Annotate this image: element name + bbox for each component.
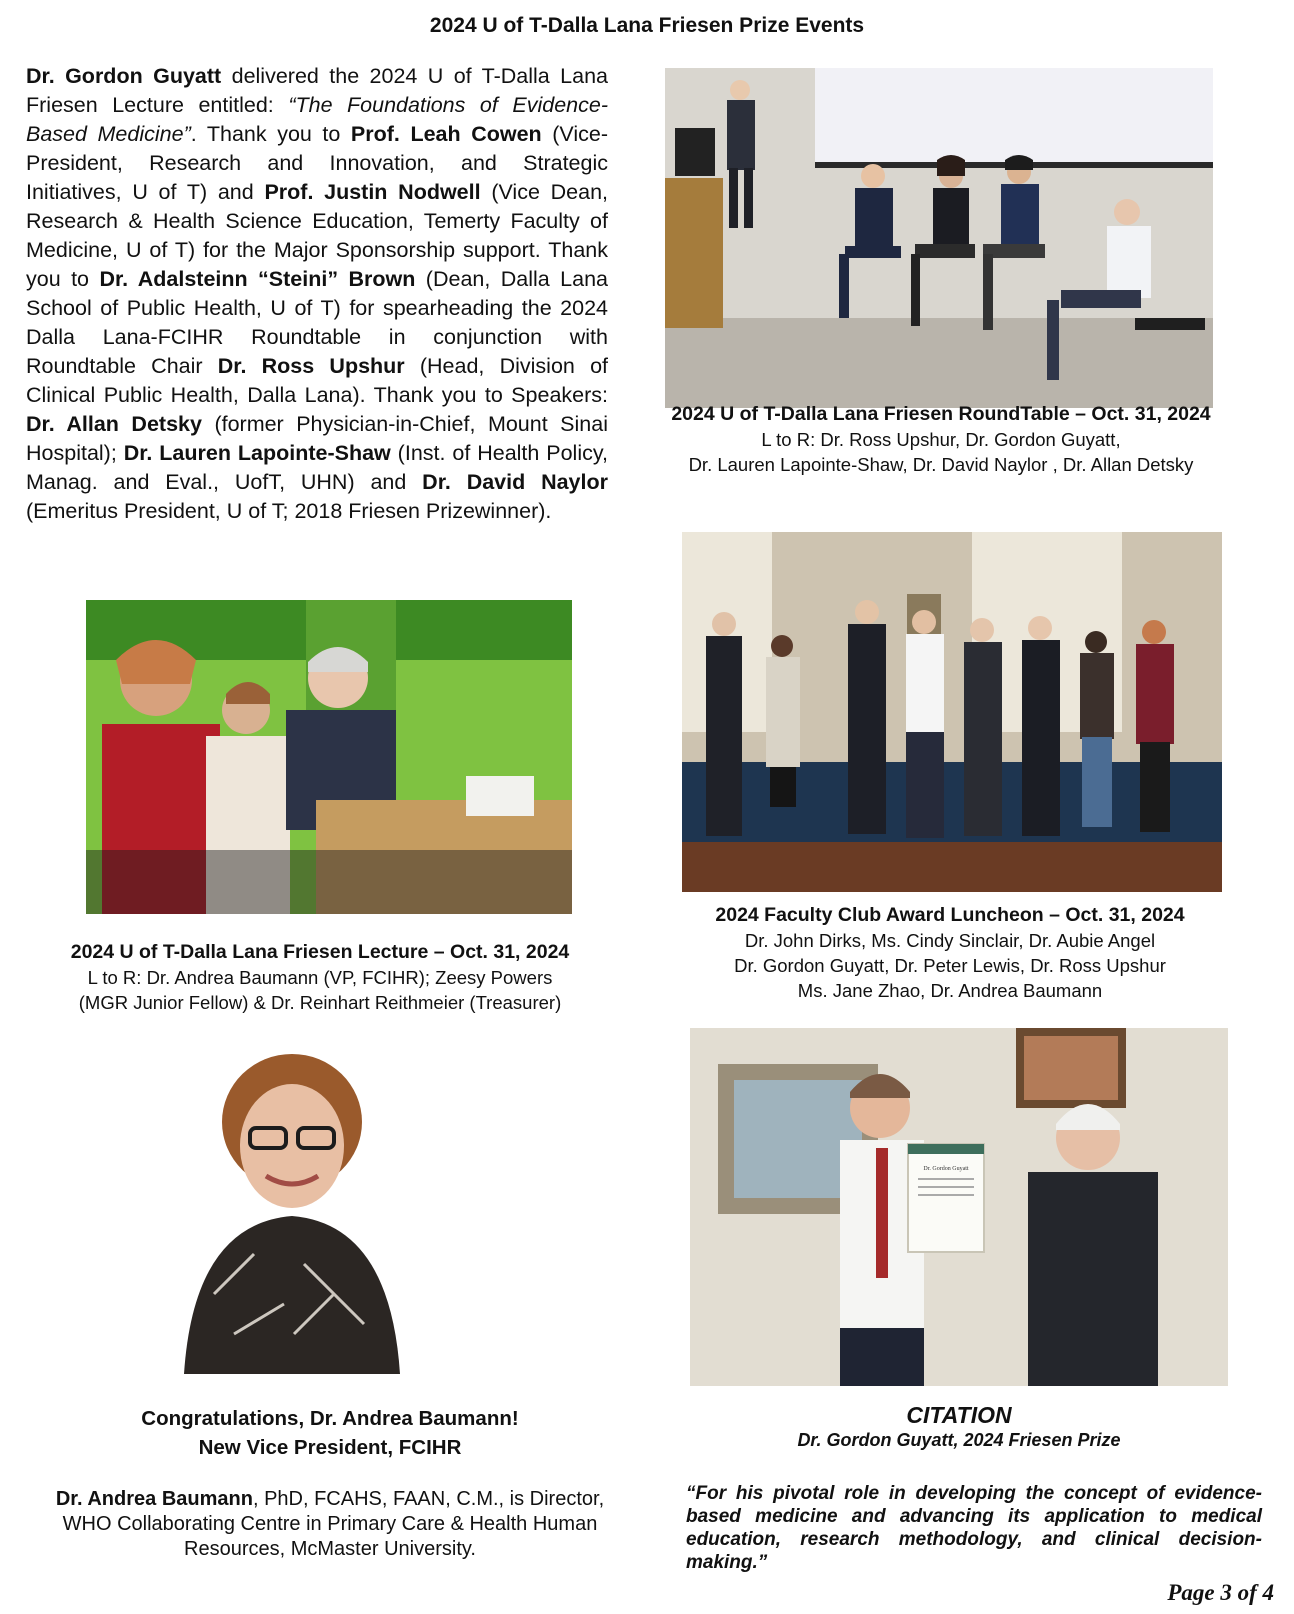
baumann-bio [40,1487,620,1562]
intro-name-upshur: Dr. Ross Upshur [217,354,405,378]
baumann-portrait-photo [154,1034,430,1374]
intro-name-lapointe-shaw: Dr. Lauren Lapointe-Shaw [123,441,391,465]
intro-paragraph [26,62,608,526]
intro-text: (former Physician-in-Chief, Mount Sinai Hospital); [26,412,608,465]
luncheon-caption-line: Dr. John Dirks, Ms. Cindy Sinclair, Dr. Aubie Angel [744,930,1156,951]
lecture-photo [86,600,572,914]
intro-text: (Inst. of Health Policy, Manag. and Eval., UofT, UHN) and [26,441,608,494]
intro-text: (Vice-President, Research and Innovation, and Strategic Initiatives, U of T) and [26,122,608,204]
bio-name: Dr. Andrea Baumann [55,1488,253,1510]
intro-name-guyatt: Dr. Gordon Guyatt [26,64,222,88]
citation-photo [690,1028,1228,1386]
intro-name-detsky: Dr. Allan Detsky [26,412,202,436]
citation-heading-block [690,1403,1228,1453]
intro-text: delivered the 2024 U of T-Dalla Lana Friesen Lecture entitled: [26,64,608,117]
page-title: 2024 U of T-Dalla Lana Friesen Prize Events [429,14,865,37]
intro-text: (Vice Dean, Research & Health Science Education, Temerty Faculty of Medicine, U of T) for the Major Sponsorship support. Thank you to [26,180,609,291]
lecture-caption-line: (MGR Junior Fellow) & Dr. Reinhart Reithmeier (Treasurer) [78,992,562,1013]
citation-quote: “For his pivotal role in developing the concept of evidence-based medicine and advancing its application to medical education, research methodology, and clinical decision-making.” [686,1483,1262,1573]
luncheon-caption-line: Ms. Jane Zhao, Dr. Andrea Baumann [797,980,1103,1001]
lecture-title: “The Foundations of Evidence-Based Medicine” [26,93,608,146]
new-role-line: New Vice President, FCIHR [198,1436,462,1459]
certificate-text: Dr. Gordon Guyatt [923,1166,969,1172]
intro-name-nodwell: Prof. Justin Nodwell [264,180,481,204]
intro-text: (Head, Division of Clinical Public Health, Dalla Lana). Thank you to Speakers: [26,354,609,407]
citation-subtitle: Dr. Gordon Guyatt, 2024 Friesen Prize [797,1430,1121,1450]
luncheon-caption [660,903,1240,1003]
luncheon-caption-heading: 2024 Faculty Club Award Luncheon – Oct. 31, 2024 [715,904,1185,926]
bio-text: , PhD, FCAHS, FAAN, C.M., is Director, WHO Collaborating Centre in Primary Care & Health Human Resources, McMaster University. [62,1488,605,1560]
intro-text: . Thank you to [190,122,351,146]
lecture-caption-line: L to R: Dr. Andrea Baumann (VP, FCIHR); Zeesy Powers [87,967,553,988]
luncheon-photo [682,532,1222,892]
roundtable-caption [626,402,1256,477]
citation-title: CITATION [906,1402,1012,1428]
lecture-caption-heading: 2024 U of T-Dalla Lana Friesen Lecture – Oct. 31, 2024 [70,941,570,963]
intro-name-brown: Dr. Adalsteinn “Steini” Brown [99,267,416,291]
intro-name-naylor: Dr. David Naylor [422,470,608,494]
roundtable-caption-line: L to R: Dr. Ross Upshur, Dr. Gordon Guyatt, [761,429,1121,450]
congratulations-block [40,1404,620,1462]
page-number: Page 3 of 4 [1167,1580,1274,1605]
congratulations-line: Congratulations, Dr. Andrea Baumann! [141,1407,519,1430]
intro-text: (Dean, Dalla Lana School of Public Health, U of T) for spearheading the 2024 Dalla Lana-FCIHR Roundtable in conjunction with Roundtable Chair [26,267,608,378]
roundtable-caption-heading: 2024 U of T-Dalla Lana Friesen RoundTable – Oct. 31, 2024 [671,403,1211,425]
lecture-caption [20,940,620,1015]
roundtable-photo [665,68,1213,408]
roundtable-caption-line: Dr. Lauren Lapointe-Shaw, Dr. David Naylor , Dr. Allan Detsky [688,454,1194,475]
luncheon-caption-line: Dr. Gordon Guyatt, Dr. Peter Lewis, Dr. Ross Upshur [734,955,1166,976]
intro-name-cowen: Prof. Leah Cowen [350,122,542,146]
intro-text: (Emeritus President, U of T; 2018 Friesen Prizewinner). [26,499,552,523]
